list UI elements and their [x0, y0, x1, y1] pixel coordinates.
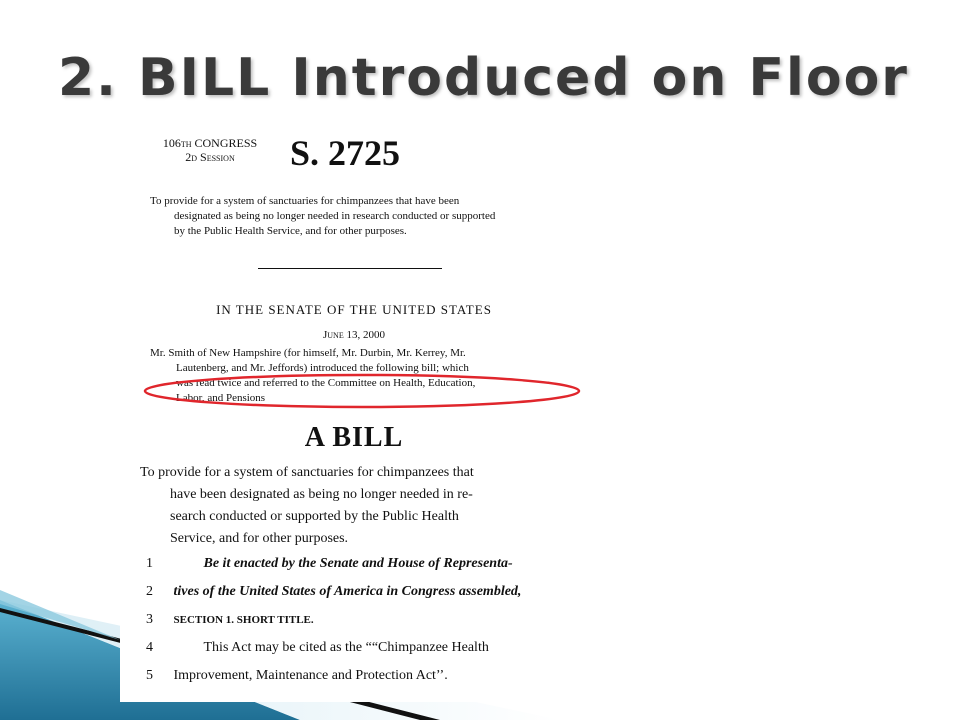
- line-number: 2: [146, 584, 153, 599]
- introduction-line: was read twice and referred to the Committee on Health, Education,: [176, 377, 476, 389]
- line-text: This Act may be cited as the ““Chimpanzee Health: [203, 640, 489, 655]
- full-purpose-line: search conducted or supported by the Public Health: [170, 509, 459, 524]
- line-number: 4: [146, 640, 153, 655]
- numbered-line: [146, 640, 566, 656]
- congress-session-header: [140, 136, 280, 164]
- full-purpose-line: have been designated as being no longer needed in re-: [170, 487, 473, 502]
- line-number: 3: [146, 612, 153, 627]
- numbered-line: [146, 612, 566, 628]
- bill-heading: A BILL: [304, 422, 404, 453]
- numbered-line: [146, 584, 566, 600]
- line-number: 5: [146, 668, 153, 683]
- session-number: 2: [185, 150, 192, 164]
- session-line: [140, 150, 280, 164]
- short-purpose-line: by the Public Health Service, and for other purposes.: [174, 225, 407, 237]
- numbered-line: [146, 668, 566, 684]
- slide-title: 2. BILL Introduced on Floor: [58, 48, 909, 108]
- introduction-date: June 13, 2000: [323, 329, 385, 341]
- short-purpose-line: designated as being no longer needed in research conducted or supported: [174, 210, 496, 222]
- line-text: Improvement, Maintenance and Protection Act’’.: [173, 668, 448, 683]
- bill-number: S. 2725: [290, 133, 401, 173]
- line-text: tives of the United States of America in Congress assembled,: [173, 584, 522, 599]
- line-text: SECTION 1. SHORT TITLE.: [173, 614, 314, 626]
- highlight-ellipse: [142, 372, 582, 410]
- line-text: Be it enacted by the Senate and House of Representa-: [203, 556, 513, 571]
- congress-word: CONGRESS: [194, 136, 258, 150]
- chamber-heading: IN THE SENATE OF THE UNITED STATES: [216, 302, 492, 317]
- divider-rule: [258, 268, 442, 269]
- short-purpose-line: To provide for a system of sanctuaries for chimpanzees that have been: [150, 195, 460, 207]
- introduction-line: Labor, and Pensions: [176, 392, 266, 404]
- congress-line: [140, 136, 280, 150]
- numbered-line: [146, 556, 566, 572]
- full-purpose: [140, 462, 560, 550]
- full-purpose-line: To provide for a system of sanctuaries for chimpanzees that: [140, 465, 474, 480]
- short-purpose: [150, 194, 550, 239]
- line-number: 1: [146, 556, 153, 571]
- session-word: Session: [200, 150, 235, 164]
- congress-number: 106: [162, 136, 181, 150]
- introduction-line: Mr. Smith of New Hampshire (for himself, Mr. Durbin, Mr. Kerrey, Mr.: [150, 347, 466, 359]
- full-purpose-line: Service, and for other purposes.: [170, 531, 349, 546]
- introduction-line: Lautenberg, and Mr. Jeffords) introduced the following bill; which: [176, 362, 469, 374]
- congress-suffix: th: [180, 136, 192, 150]
- session-suffix: d: [191, 150, 198, 164]
- bill-document-scan: [120, 126, 588, 702]
